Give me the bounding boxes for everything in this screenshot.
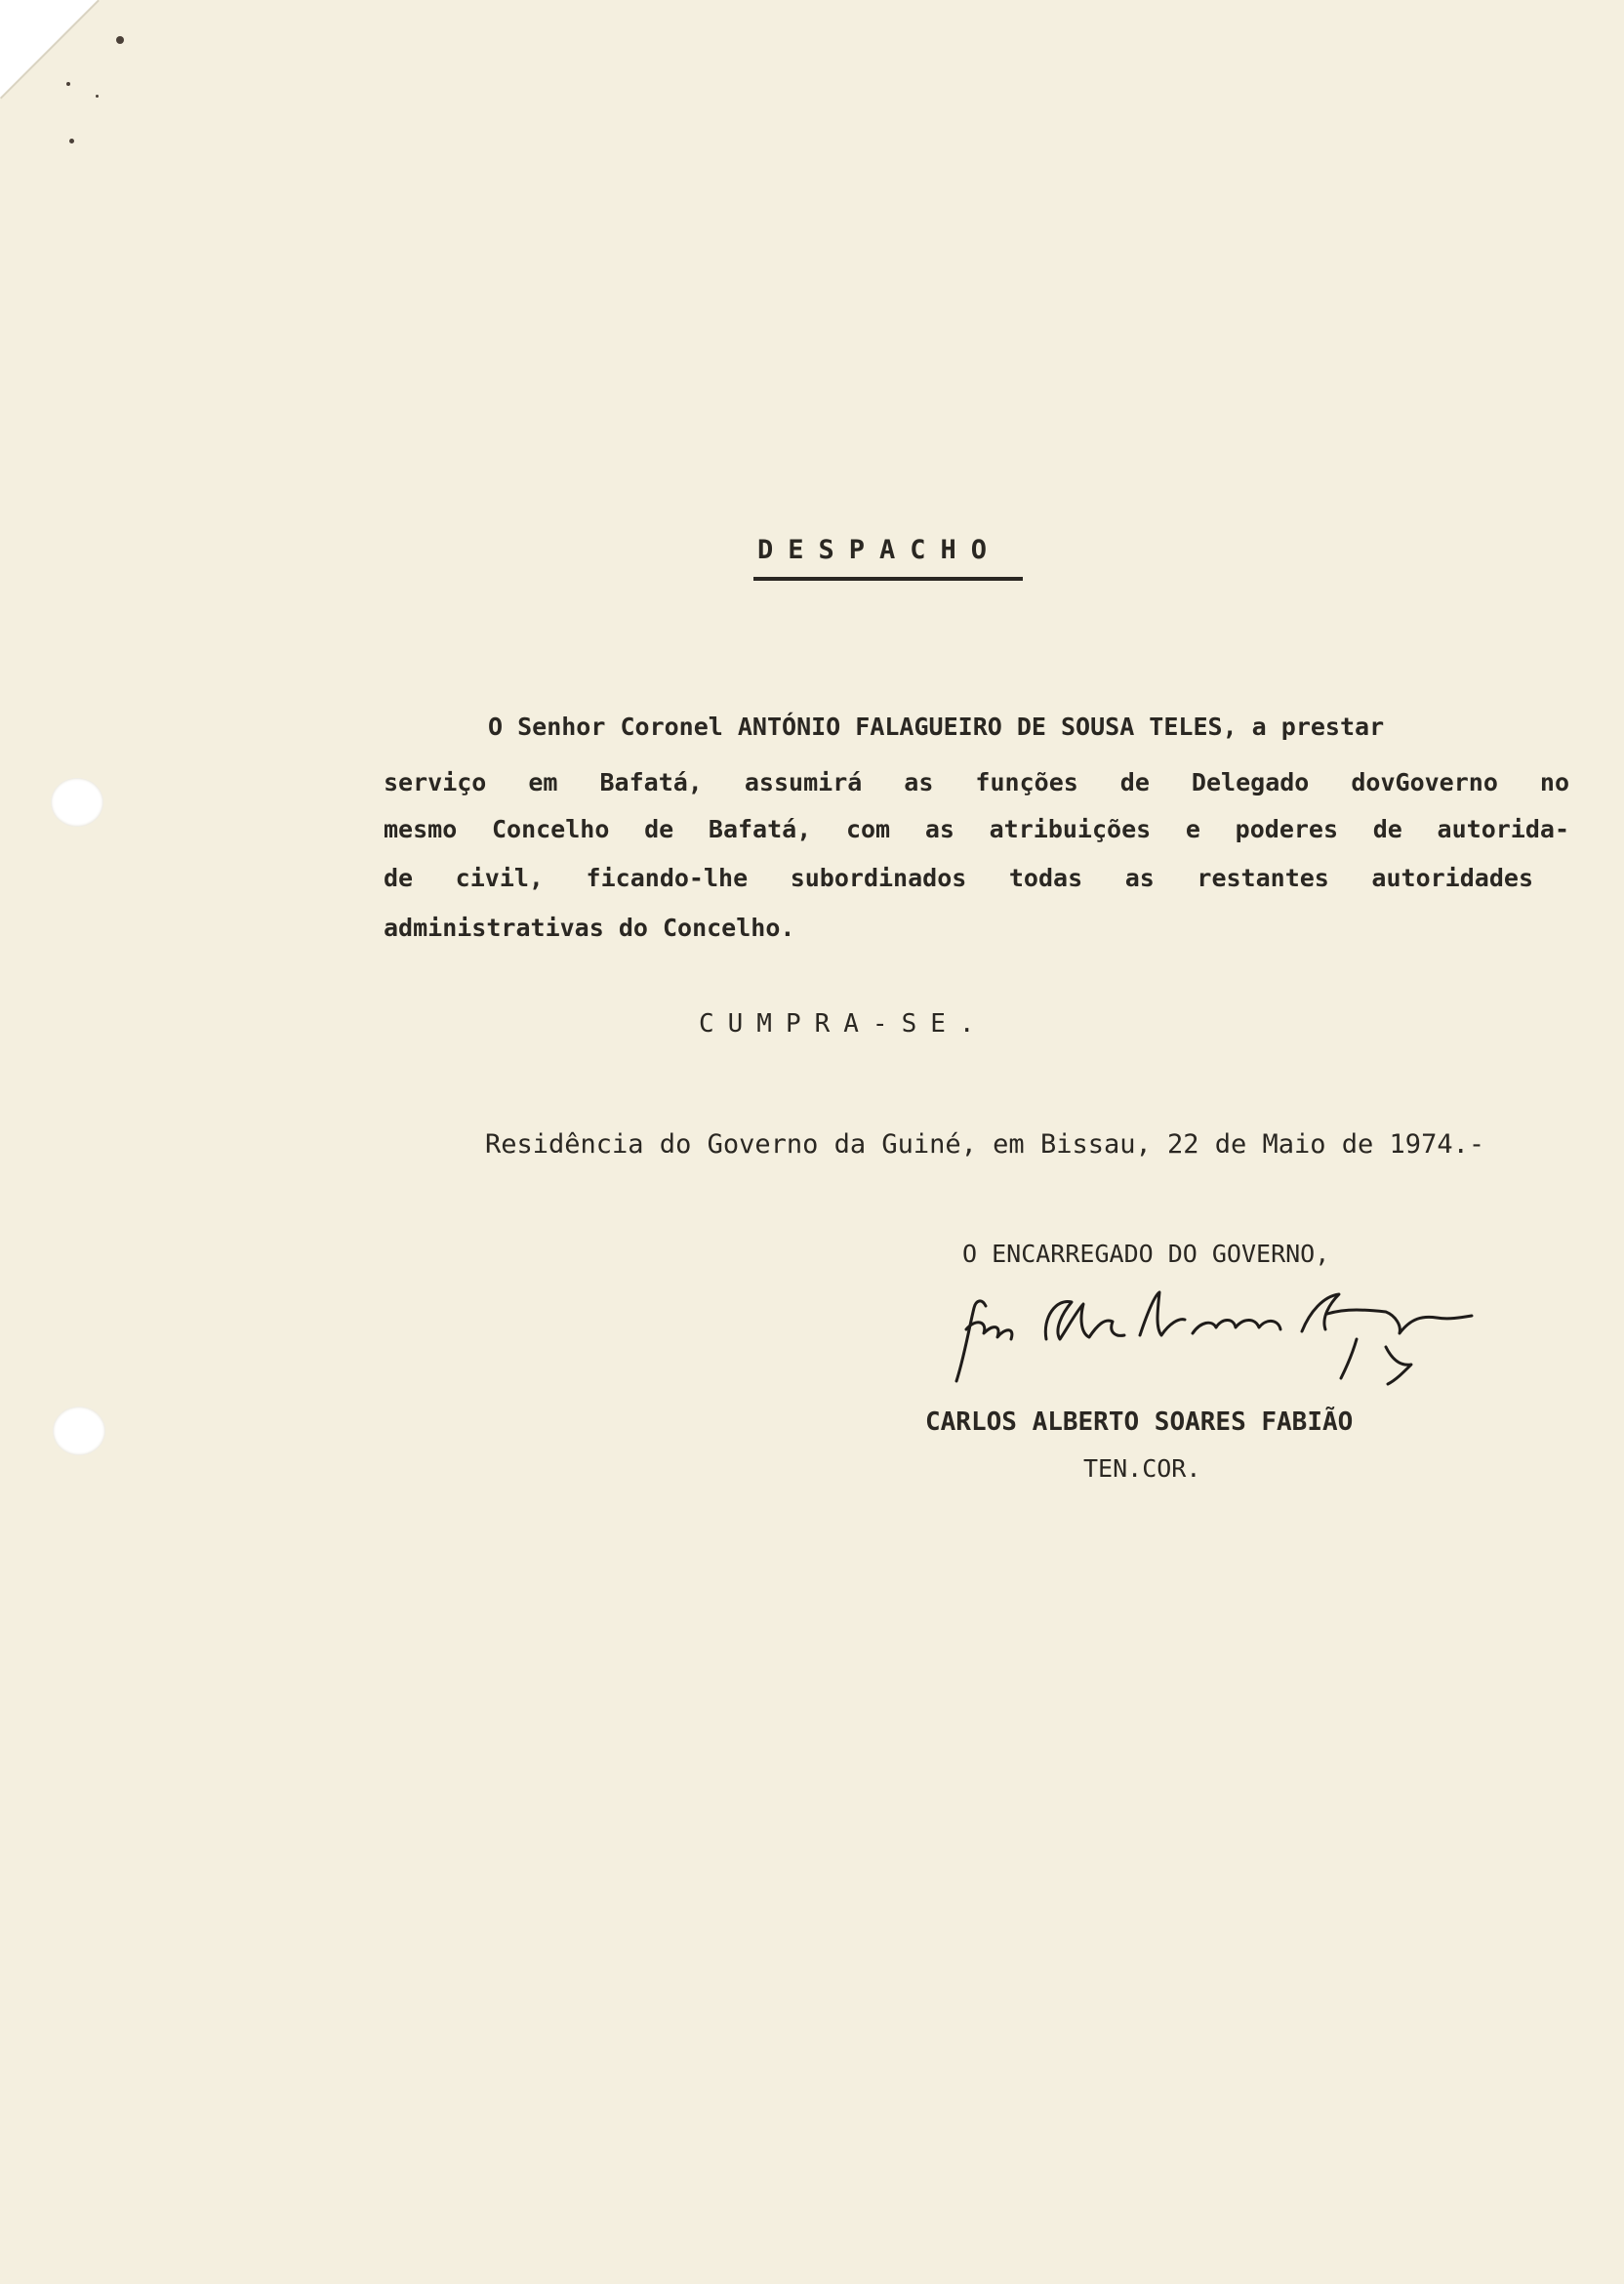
place-and-date: Residência do Governo da Guiné, em Bissau, 22 de Maio de 1974.- xyxy=(485,1129,1485,1160)
body-line-2: serviço em Bafatá, assumirá as funções de Delegado dovGoverno no xyxy=(384,768,1569,796)
title-underline xyxy=(753,577,1023,581)
body-line-3: mesmo Concelho de Bafatá, com as atribuições e poderes de autorida- xyxy=(384,815,1569,843)
signatory-rank: TEN.COR. xyxy=(1083,1454,1201,1483)
punch-hole-bottom xyxy=(53,1407,105,1455)
body-line-4: de civil, ficando-lhe subordinados todas as restantes autoridades xyxy=(384,864,1533,892)
ink-speck xyxy=(96,95,99,98)
ink-speck xyxy=(66,82,70,86)
body-line-1: O Senhor Coronel ANTÓNIO FALAGUEIRO DE SOUSA TELES, a prestar xyxy=(488,713,1385,741)
body-line-5: administrativas do Concelho. xyxy=(384,914,795,942)
signatory-name: CARLOS ALBERTO SOARES FABIÃO xyxy=(925,1407,1354,1437)
order-directive: CUMPRA-SE. xyxy=(699,1009,989,1039)
punch-hole-top xyxy=(51,778,103,827)
ink-speck xyxy=(116,36,124,44)
document-title: DESPACHO xyxy=(757,535,1002,565)
handwritten-signature xyxy=(937,1288,1483,1396)
signatory-role: O ENCARREGADO DO GOVERNO, xyxy=(962,1240,1330,1268)
ink-speck xyxy=(69,139,74,143)
